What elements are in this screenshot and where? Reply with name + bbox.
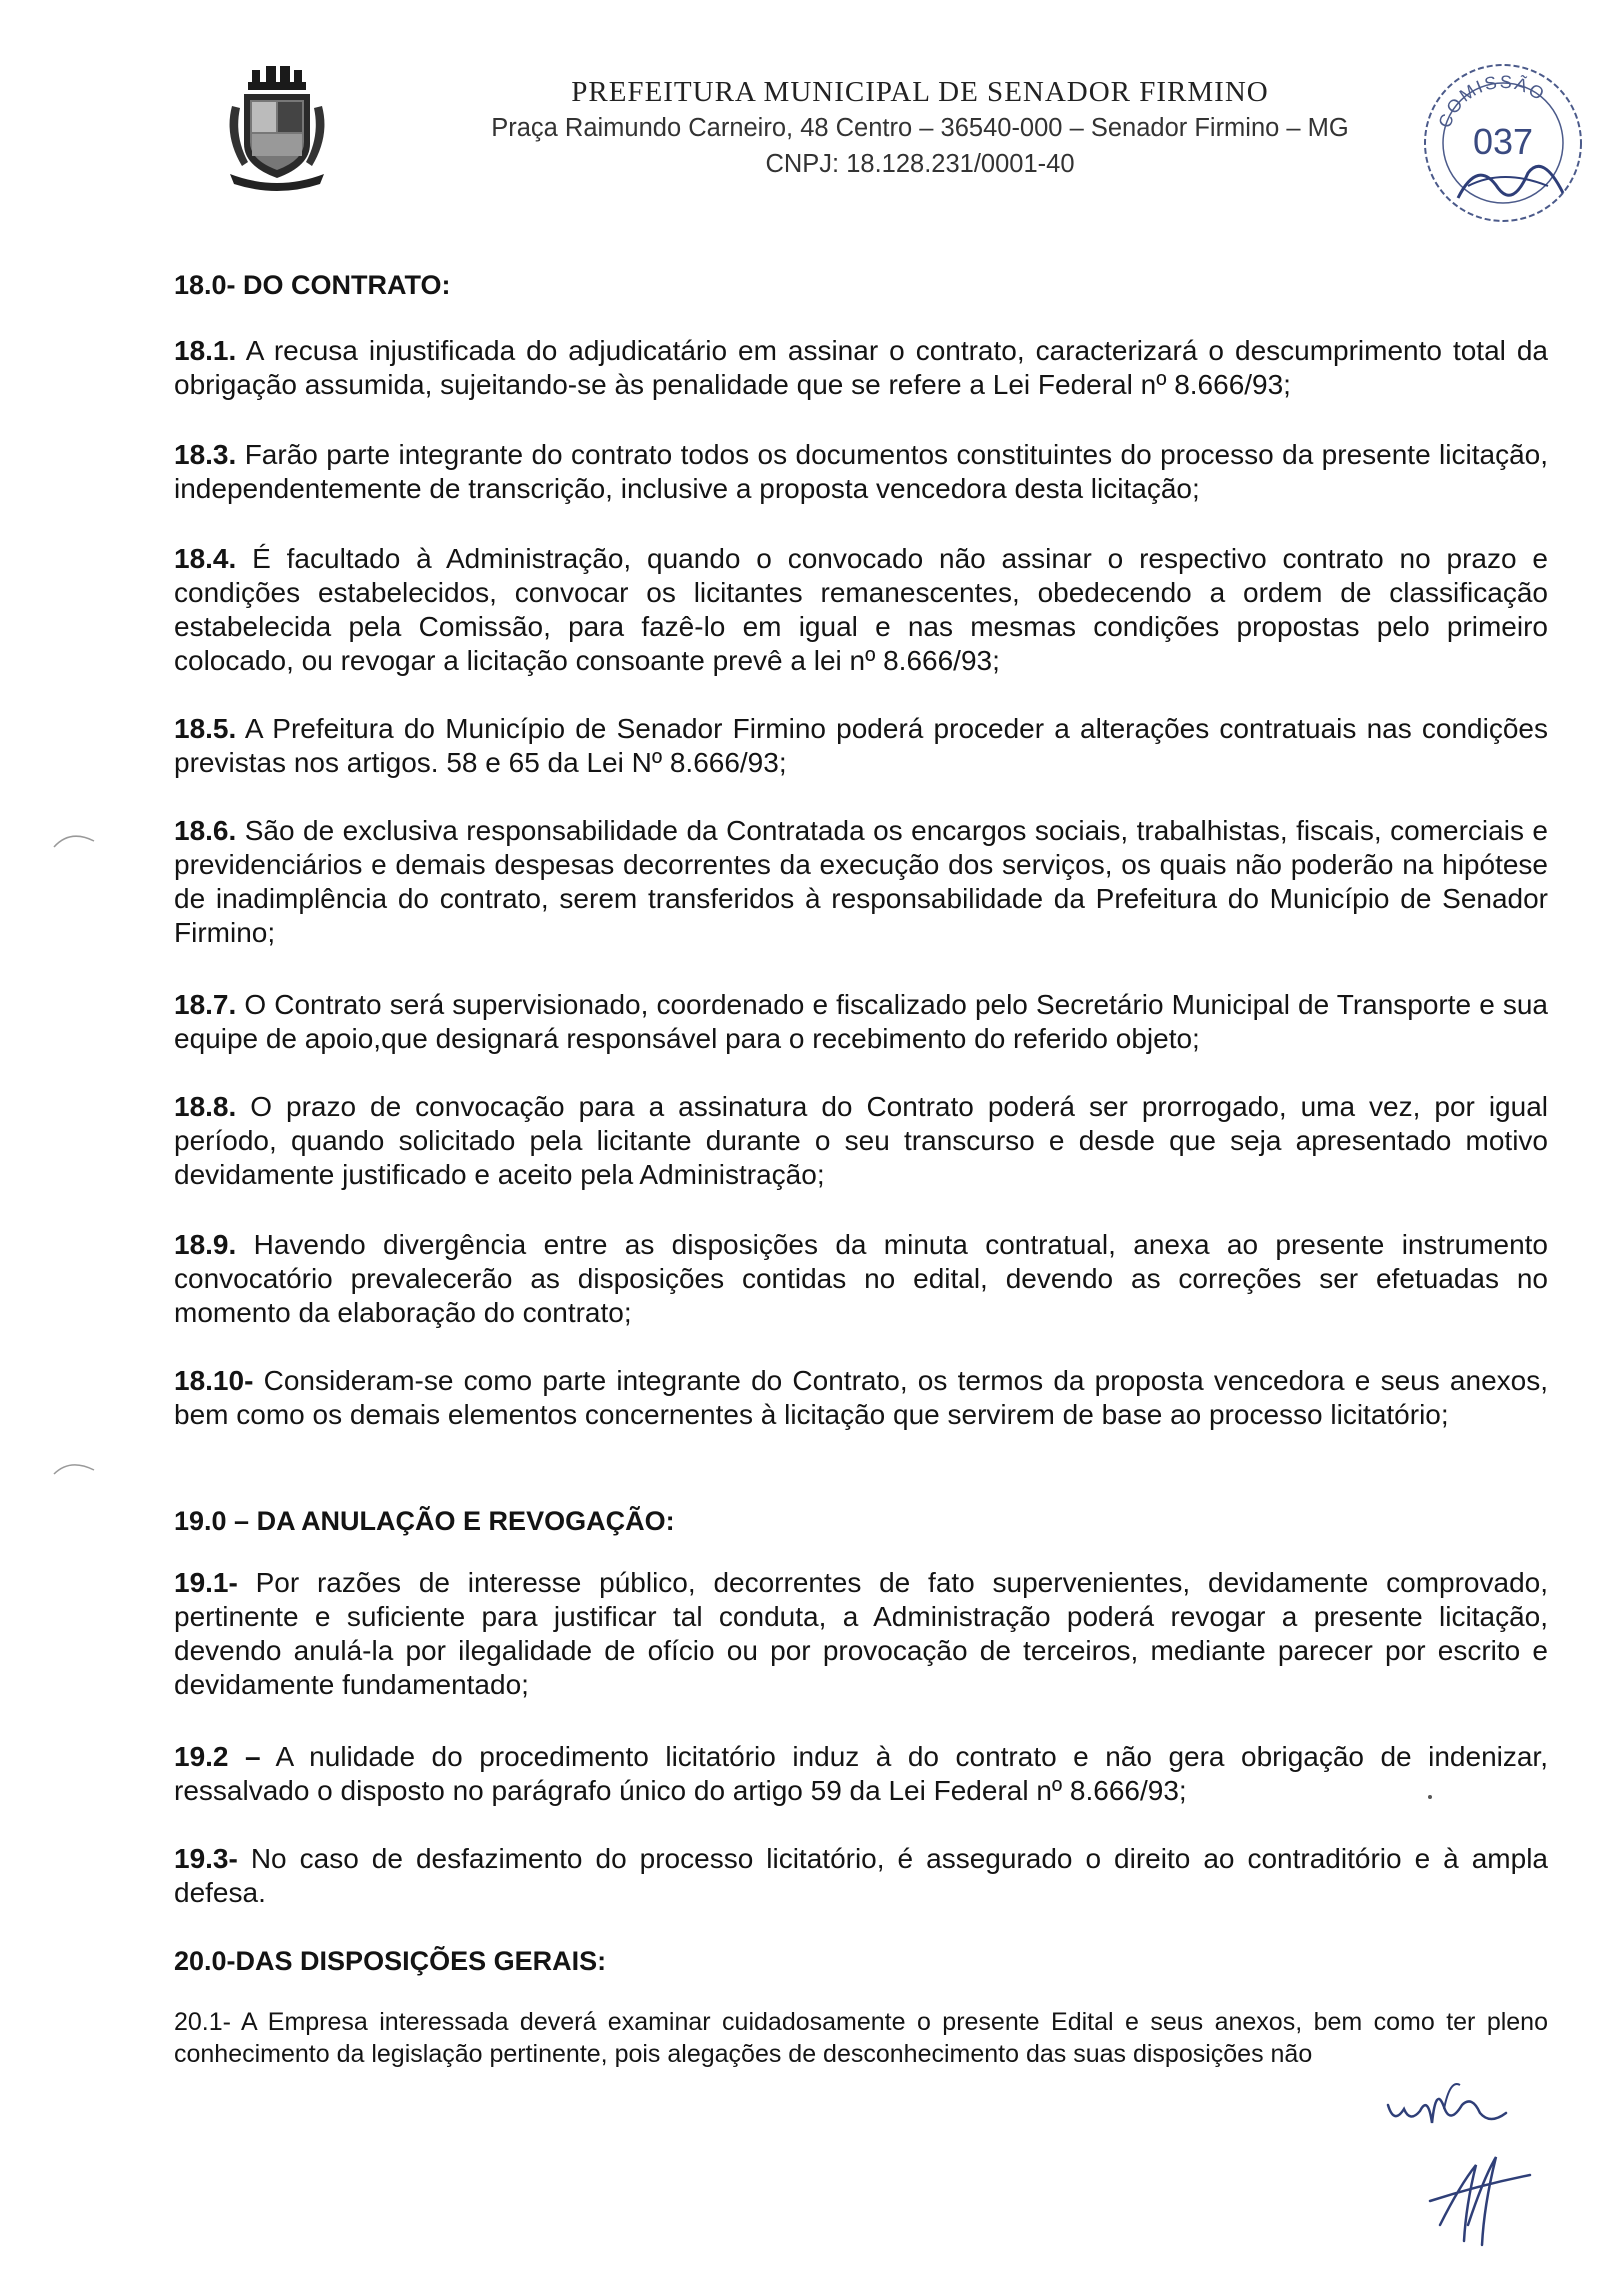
municipal-crest-icon [222,66,332,192]
clause-number: 18.4. [174,543,237,574]
organization-name: PREFEITURA MUNICIPAL DE SENADOR FIRMINO [571,76,1269,108]
clause-18-5 [174,712,1548,780]
clause-number: 18.3. [174,439,237,470]
clause-number: 18.8. [174,1091,237,1122]
clause-text: A recusa injustificada do adjudicatário em assinar o contrato, caracterizará o descumprimento total da obrigação assumida, sujeitando-se às penalidade que se refere a Lei Federal nº 8.666/93; [174,335,1548,400]
handwritten-signature-icon [1380,2065,1580,2265]
letterhead [420,74,1420,182]
clause-number: 19.3- [174,1843,238,1874]
clause-text: São de exclusiva responsabilidade da Contratada os encargos sociais, trabalhistas, fiscais, comerciais e previdenciários e demais despesas decorrentes da execução dos serviços, os quais não poderão na hipótese de inadimplência do contrato, serem transferidos à responsabilidade da Prefeitura do Município de Senador Firmino; [174,815,1548,948]
section-20-heading: 20.0-DAS DISPOSIÇÕES GERAIS: [174,1946,607,1976]
clause-number: 18.6. [174,815,237,846]
clause-text: A nulidade do procedimento licitatório induz à do contrato e não gera obrigação de indenizar, ressalvado o disposto no parágrafo único do artigo 59 da Lei Federal nº 8.666/93; [174,1741,1548,1806]
clause-number: 18.9. [174,1229,237,1260]
margin-mark-icon [50,1452,100,1482]
clause-text: Por razões de interesse público, decorrentes de fato supervenientes, devidamente comprovado, pertinente e suficiente para justificar tal conduta, a Administração poderá revogar a presente licitação, devendo anulá-la por ilegalidade de ofício ou por provocação de terceiros, mediante parecer por escrito e devidamente fundamentado; [174,1567,1548,1700]
clause-text: Farão parte integrante do contrato todos os documentos constituintes do processo da presente licitação, independentemente de transcrição, inclusive a proposta vencedora desta licitação; [174,439,1548,504]
clause-18-6 [174,814,1548,950]
stamp-top-text: COMISSÃO [1434,71,1550,131]
clause-number: 18.7. [174,989,237,1020]
organization-address: Praça Raimundo Carneiro, 48 Centro – 36540-000 – Senador Firmino – MG [491,114,1349,142]
section-18-heading: 18.0- DO CONTRATO: [174,270,451,300]
clause-number: 19.2 – [174,1741,261,1772]
clause-19-2 [174,1740,1548,1808]
clause-18-1 [174,334,1548,402]
stray-dot [1428,1795,1432,1799]
commission-stamp [1418,58,1588,228]
clause-text: No caso de desfazimento do processo licitatório, é assegurado o direito ao contraditório e à ampla defesa. [174,1843,1548,1908]
clause-18-4 [174,542,1548,678]
clause-20-1: 20.1- A Empresa interessada deverá examinar cuidadosamente o presente Edital e seus anexos, bem como ter pleno conhecimento da legislação pertinente, pois alegações de desconhecimento das suas disposições não [174,2008,1548,2068]
section-19-heading: 19.0 – DA ANULAÇÃO E REVOGAÇÃO: [174,1506,675,1536]
clause-18-7 [174,988,1548,1056]
clause-text: A Prefeitura do Município de Senador Firmino poderá proceder a alterações contratuais nas condições previstas nos artigos. 58 e 65 da Lei Nº 8.666/93; [174,713,1548,778]
clause-number: 18.10- [174,1365,254,1396]
clause-number: 18.1. [174,335,237,366]
clause-19-1 [174,1566,1548,1702]
clause-18-10 [174,1364,1548,1432]
clause-text: Consideram-se como parte integrante do Contrato, os termos da proposta vencedora e seus anexos, bem como os demais elementos concernentes à licitação que servirem de base ao processo licitatório; [174,1365,1548,1430]
clause-19-3 [174,1842,1548,1910]
stamp-number: 037 [1472,121,1534,162]
clause-18-8 [174,1090,1548,1192]
clause-18-9 [174,1228,1548,1330]
clause-text: O Contrato será supervisionado, coordenado e fiscalizado pelo Secretário Municipal de Transporte e sua equipe de apoio,que designará responsável para o recebimento do referido objeto; [174,989,1548,1054]
clause-number: 18.5. [174,713,237,744]
clause-text: O prazo de convocação para a assinatura do Contrato poderá ser prorrogado, uma vez, por igual período, quando solicitado pela licitante durante o seu transcurso e desde que seja apresentado motivo devidamente justificado e aceito pela Administração; [174,1091,1548,1190]
margin-mark-icon [50,825,100,855]
clause-number: 19.1- [174,1567,238,1598]
clause-18-3 [174,438,1548,506]
clause-text: É facultado à Administração, quando o convocado não assinar o respectivo contrato no prazo e condições estabelecidos, convocar os licitantes remanescentes, obedecendo a ordem de classificação estabelecida pela Comissão, para fazê-lo em igual e nas mesmas condições propostas pelo primeiro colocado, ou revogar a licitação consoante prevê a lei nº 8.666/93; [174,543,1548,676]
organization-cnpj: CNPJ: 18.128.231/0001-40 [765,150,1075,178]
clause-text: Havendo divergência entre as disposições da minuta contratual, anexa ao presente instrumento convocatório prevalecerão as disposições contidas no edital, devendo as correções ser efetuadas no momento da elaboração do contrato; [174,1229,1548,1328]
